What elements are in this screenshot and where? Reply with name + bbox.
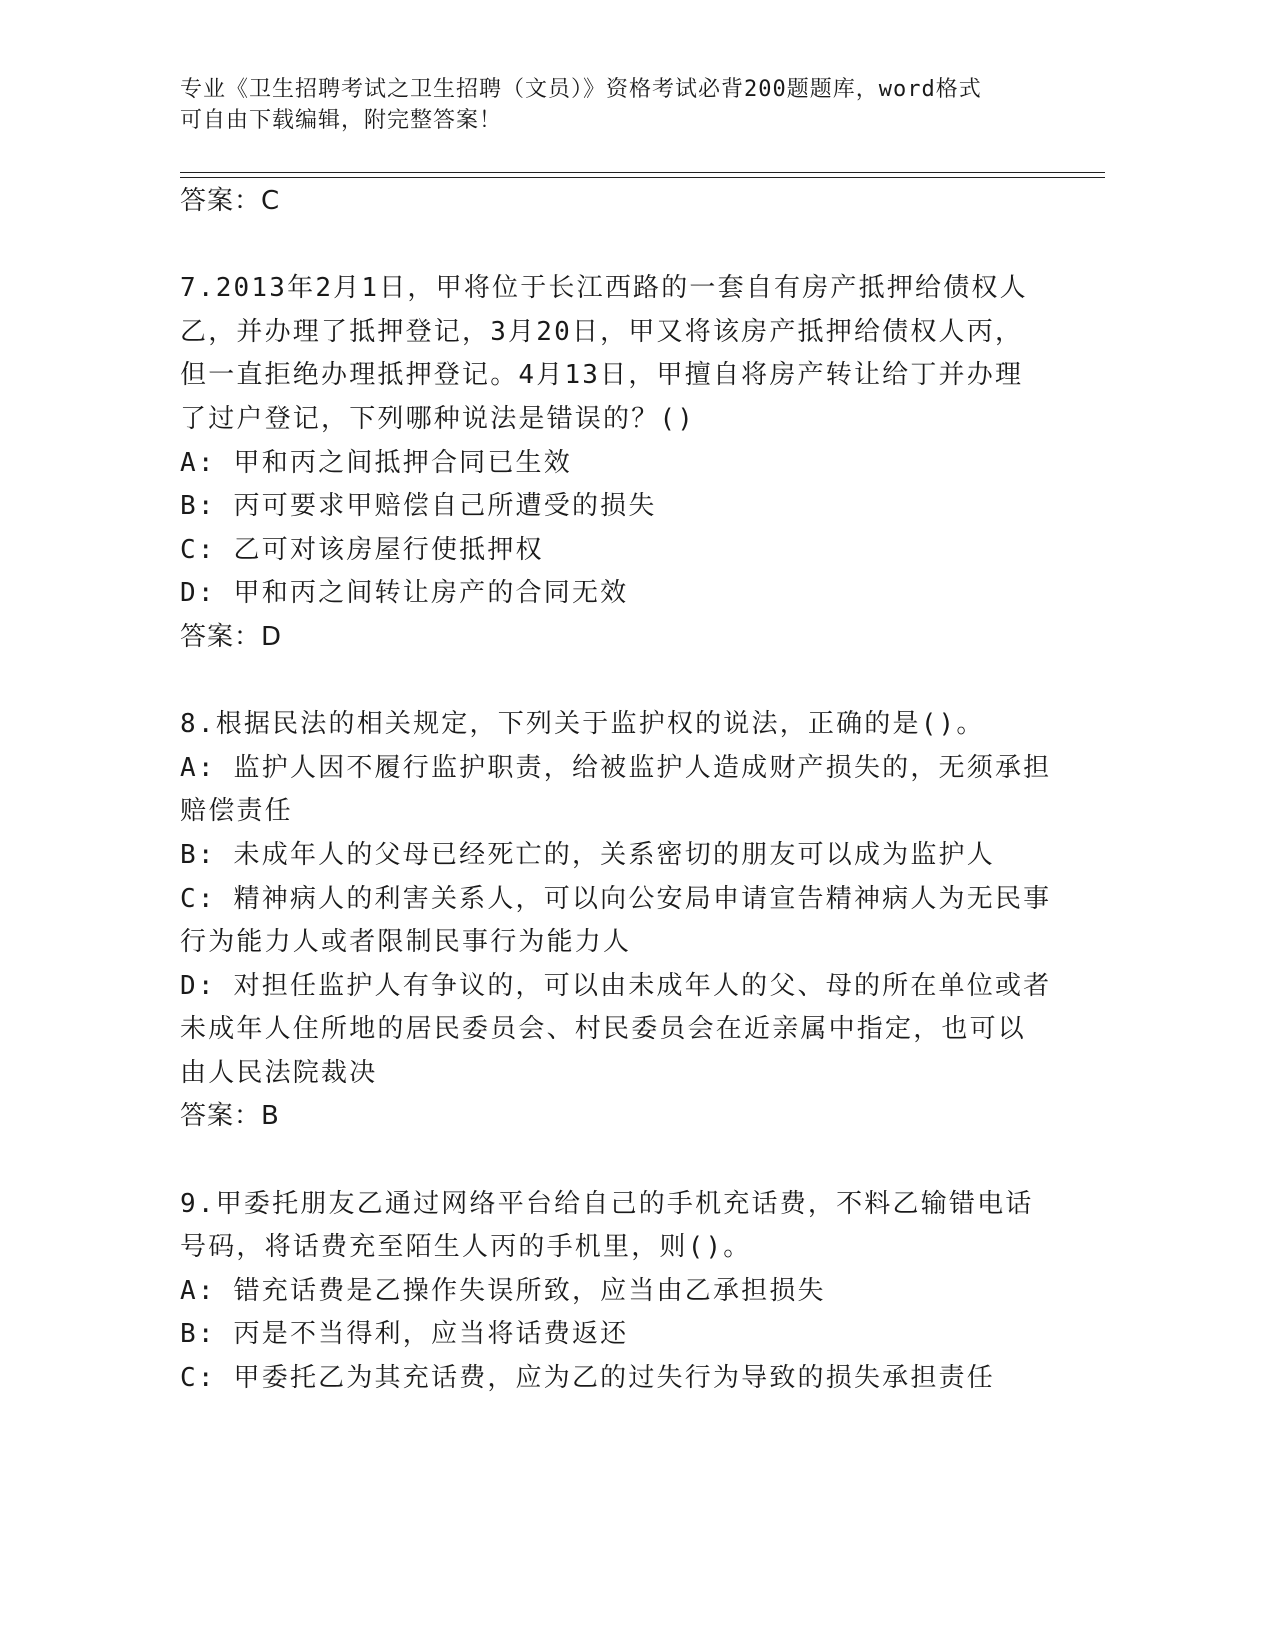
answer-q7: 答案：D [180,621,283,652]
question-8-option-c-line: C: 精神病人的利害关系人，可以向公安局申请宣告精神病人为无民事 [180,883,1052,914]
paragraph-gap [180,660,1040,704]
question-7 [180,267,1040,659]
question-8-stem-line: 8.根据民法的相关规定，下列关于监护权的说法，正确的是()。 [180,709,985,740]
question-7-option-d: D: 甲和丙之间转让房产的合同无效 [180,578,629,609]
question-7-stem-line: 7.2013年2月1日，甲将位于长江西路的一套自有房产抵押给债权人 [180,273,1028,304]
question-9-stem-line: 号码，将话费充至陌生人丙的手机里，则()。 [180,1232,752,1263]
question-7-stem-line: 乙，并办理了抵押登记，3月20日，甲又将该房产抵押给债权人丙， [180,316,1024,347]
question-9-option-b: B: 丙是不当得利，应当将话费返还 [180,1319,629,1350]
question-8-option-a-line: A: 监护人因不履行监护职责，给被监护人造成财产损失的，无须承担 [180,752,1052,783]
question-8-option-c-line: 行为能力人或者限制民事行为能力人 [180,927,632,958]
paragraph-gap [180,1139,1040,1183]
question-8-option-a-line: 赔偿责任 [180,796,293,827]
question-8 [180,703,1052,1139]
question-9-option-c: C: 甲委托乙为其充话费，应为乙的过失行为导致的损失承担责任 [180,1363,995,1394]
answer-q6: 答案：C [180,186,281,216]
paragraph-gap [180,224,1040,268]
answer-q8: 答案：B [180,1101,280,1132]
document-body [180,180,1052,1401]
header-title-line-2: 可自由下载编辑，附完整答案！ [180,108,503,133]
question-7-stem-line: 但一直拒绝办理抵押登记。4月13日，甲擅自将房产转让给丁并办理 [180,360,1024,391]
header-divider-thin [180,177,1105,178]
header-divider [180,172,1105,173]
header-title-line-1: 专业《卫生招聘考试之卫生招聘（文员）》资格考试必背200题题库，word格式 [180,77,982,102]
question-7-option-a: A: 甲和丙之间抵押合同已生效 [180,447,572,478]
question-8-option-b: B: 未成年人的父母已经死亡的，关系密切的朋友可以成为监护人 [180,839,995,870]
question-7-option-b: B: 丙可要求甲赔偿自己所遭受的损失 [180,491,657,522]
question-8-option-d-line: D: 对担任监护人有争议的，可以由未成年人的父、母的所在单位或者 [180,970,1052,1001]
question-9 [180,1183,1040,1401]
question-7-option-c: C: 乙可对该房屋行使抵押权 [180,534,544,565]
question-9-stem-line: 9.甲委托朋友乙通过网络平台给自己的手机充话费，不料乙输错电话 [180,1188,1034,1219]
question-7-stem-line: 了过户登记，下列哪种说法是错误的？() [180,403,696,434]
question-8-option-d-line: 由人民法院裁决 [180,1057,378,1088]
question-9-option-a: A: 错充话费是乙操作失误所致，应当由乙承担损失 [180,1275,826,1306]
page-header [180,74,1040,136]
question-8-option-d-line: 未成年人住所地的居民委员会、村民委员会在近亲属中指定，也可以 [180,1014,1027,1045]
